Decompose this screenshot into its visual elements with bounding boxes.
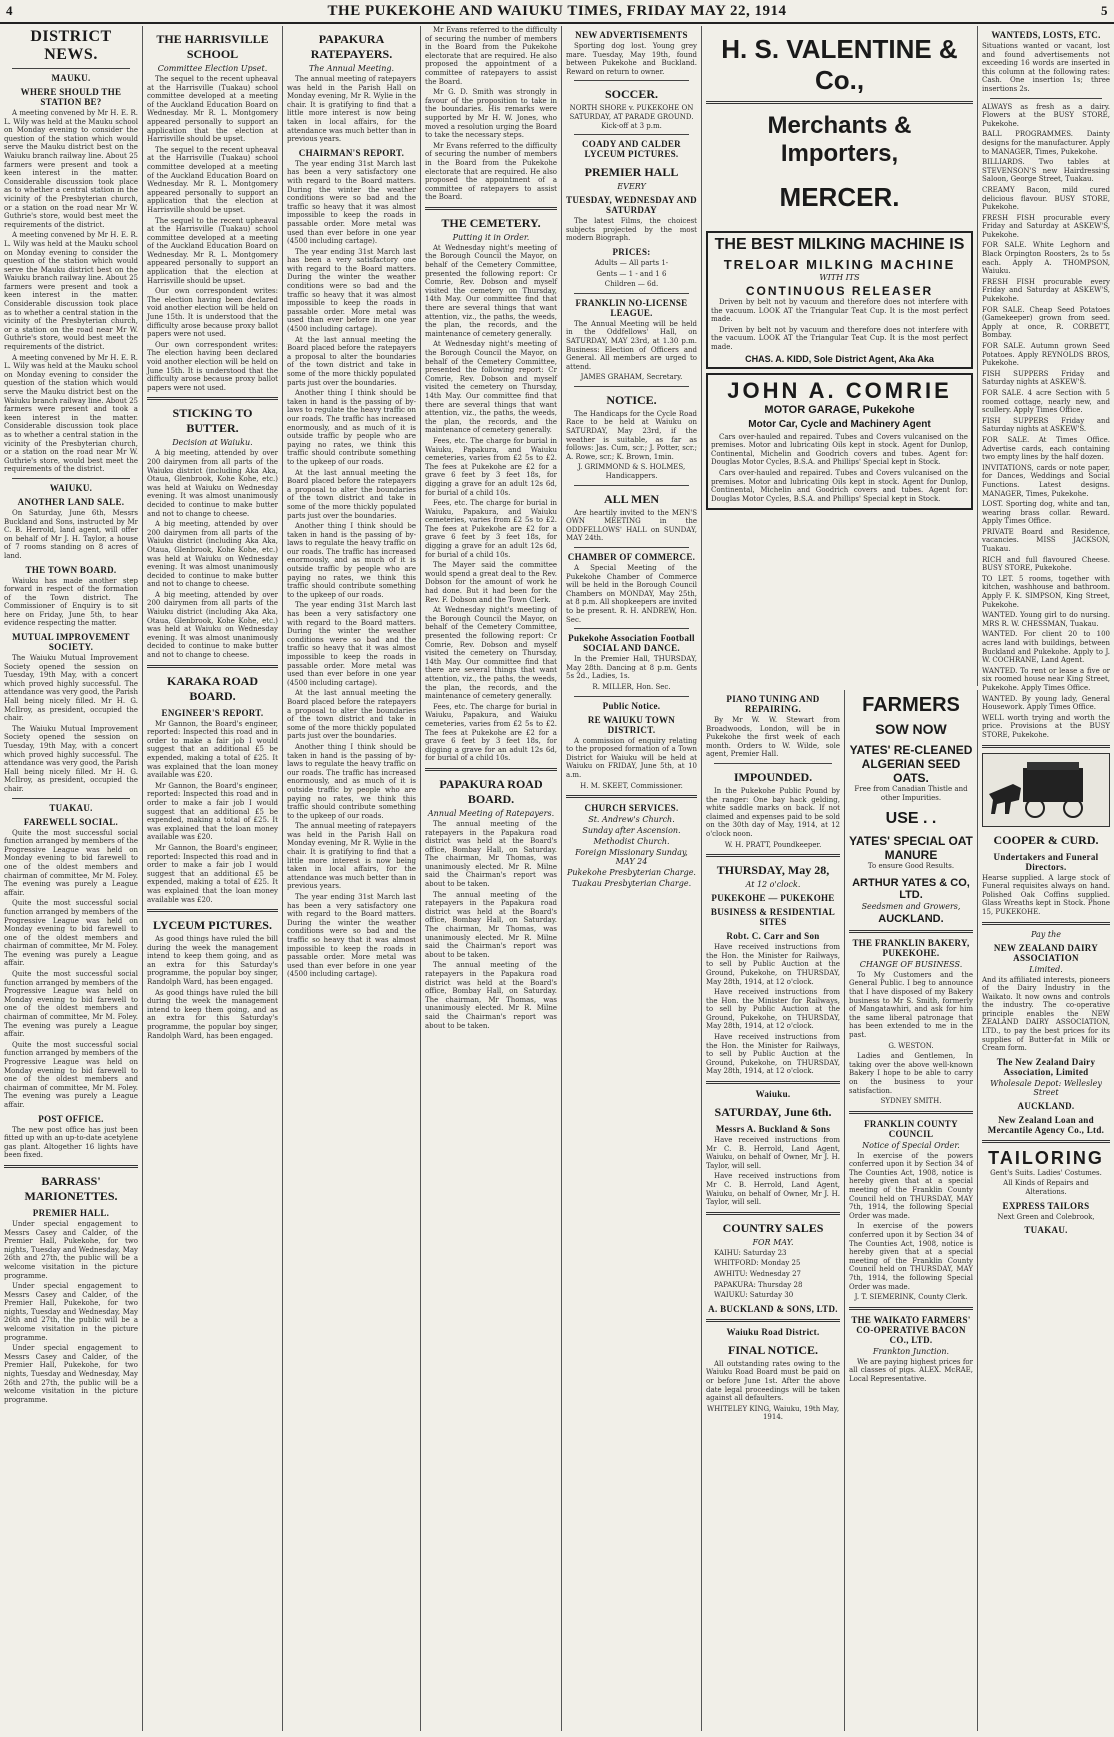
divider (574, 628, 689, 629)
station-article: A meeting convened by Mr H. E. R. L. Wily was held at the Mauku school on Monday evening to consider the question of the station which would serve the Mauku district best on the Waiuku branch railway line. About 25 farmers were present and took a keen interest in the matter. Considerable discussion took place as to whether a central station in the vicinity of the Presbyterian church, or a station on the road near Mr W. Guthrie's store, would best meet the requirements of the district. (4, 109, 138, 229)
divider (574, 80, 689, 81)
bakery-heading: THE FRANKLIN BAKERY, PUKEKOHE. (852, 937, 970, 958)
town-district-sig: H. M. SKEET, Commissioner. (580, 781, 683, 790)
masthead (0, 0, 1114, 24)
yates-auckland: AUCKLAND. (878, 912, 944, 925)
use-label: USE . . (885, 810, 937, 828)
barrass-article-cont2: Under special engagement to Messrs Casey and Calder, of the Premier Hall, Pukekohe, for two nights, Tuesday and Wednesday, May 26th and 27th, the public will be a welcome visitation in the picture programme. (4, 1344, 138, 1404)
carr-heading: Robt. C. Carr and Son (726, 931, 820, 942)
nzda-auckland: AUCKLAND. (1017, 1100, 1075, 1111)
nzda-heading: NEW ZEALAND DAIRY ASSOCIATION (993, 942, 1099, 963)
sale-4: PAPAKURA: Thursday 28 (714, 1280, 803, 1289)
milking-text-cont: Driven by belt not by vacuum and therefore does not interfere with the vacuum. LOOK AT the Triangular Teat Cup. It is the most perfect made. (711, 325, 968, 351)
papakura-road-board-sub: Annual Meeting of Ratepayers. (427, 808, 555, 818)
divider (574, 134, 689, 135)
station-article-cont2: A meeting convened by Mr H. E. R. L. Wily was held at the Mauku school on Monday evening to consider the question of the station which would serve the Mauku district best on the Waiuku branch railway line. About 25 farmers were present and took a keen interest in the matter. Considerable discussion took place as to whether a central station in the vicinity of the Presbyterian church, or a station on the road near Mr W. Guthrie's store, would best meet the requirements of the district. (4, 353, 138, 474)
chairman-report-cont8: Another thing I think should be taken in hand is the passing of by-laws to regulate the heavy traffic on our roads. The traffic has increased enormously, and as much of it is outside traffic by people who are paying no rates, we think this traffic should contribute something to the upkeep of our roads. (287, 742, 416, 820)
public-notice-heading: Public Notice. (602, 700, 661, 711)
classified-item: WELL worth trying and worth the price. Provisions at the BUSY STORE, Pukekohe. (982, 713, 1110, 739)
comrie-ad (706, 373, 973, 511)
divider (425, 207, 557, 210)
st-andrew-label: St. Andrew's Church. (588, 815, 675, 825)
column-auctions (702, 690, 845, 1731)
land-sale-article: On Saturday, June 6th, Messrs Buckland and Sons, instructed by Mr C. B. Herrold, land agent, will offer on behalf of Mr J. H. Taylor, a house of 7 rooms standing on 8 acres of land. (4, 508, 138, 560)
chairman-heading: CHAIRMAN'S REPORT. (298, 147, 405, 158)
classified-item: FOR SALE. Cheap Seed Potatoes (Gamekeeper) grown from seed. Apply at once, R. CORBETT, Bombay. (982, 305, 1110, 340)
harrisville-article-cont4: Our own correspondent writes: The election having been declared void another election will be held on June 15th. It is understood that the difficulty arose because proxy ballot papers were not used. (147, 340, 278, 392)
chairman-report-cont10: The year ending 31st March last has been a very satisfactory one with regard to the Board matters. During the winter the weather conditions were so bad and the traffic so heavy that it was almost impossible to keep the roads in passable order. More metal was used than ever before in one year (4500 including cartage). (287, 893, 416, 979)
cooper-text: Hearse supplied. A large stock of Funeral requisites always on hand. Polished Oak Coffins supplied. Glass Wreaths kept in Stock. Phone 15, PUKEKOHE. (982, 873, 1110, 916)
farmers-heading: FARMERS (862, 694, 960, 716)
cemetery-article-cont6: Fees, etc. The charge for burial in Waiuku, Papakura, and Waiuku cemeteries, varies from £2 5s to £2. The fees at Pukekohe are £2 for a grave 6 feet by 3 feet 18s, for digging a grave for an adult 12s 6d, for burial of a child 10s. (425, 702, 557, 763)
mutual-heading: MUTUAL IMPROVEMENT SOCIETY. (12, 632, 130, 653)
pukekohe-line: PUKEKOHE — PUKEKOHE (711, 893, 835, 904)
price-adults: Adults — All parts 1- (594, 258, 669, 267)
karaka-article-cont: Mr Gannon, the Board's engineer, reported: Inspected this road and in order to make a fair job I would suggest that an additional £5 be expended, making a total of £25. It was explained that the loan money available was £20. (147, 781, 278, 842)
town-board-article: Waiuku has made another step forward in respect of the formation of the Town district. The Commissioner of Enquiry is to sit here on Friday, June 5th, to hear evidence respecting the matter. (4, 576, 138, 628)
waiuku-rd-heading: Waiuku Road District. (726, 1326, 820, 1337)
price-children: Children — 6d. (604, 280, 659, 289)
column-wanteds (978, 26, 1114, 1731)
sale-3: AWHITU: Wednesday 27 (714, 1269, 801, 1278)
harrisville-article-cont3: Our own correspondent writes: The election having been declared void another election will be held on June 15th. It is understood that the difficulty arose because proxy ballot papers were not used. (147, 287, 278, 339)
milking-title: THE BEST MILKING MACHINE IS (714, 236, 965, 253)
franklin-league-heading: FRANKLIN NO-LICENSE LEAGUE. (575, 297, 688, 318)
cemetery-article-cont4: The Mayer said the committee would spend a great deal to the Rev. Dobson for the amount of work he had done. But it had been for the Rev. F. Dobson and the Town Clerk. (425, 561, 557, 604)
classified-item: WANTED. Young girl to do nursing. MRS R. W. CHESSMAN, Tuakau. (982, 611, 1110, 628)
divider (706, 1081, 840, 1084)
franklin-cc-heading: FRANKLIN COUNTY COUNCIL (864, 1118, 958, 1139)
classified-item: FRESH FISH procurable every Friday and Saturday at ASKEW'S, Pukekohe. (982, 277, 1110, 304)
lyceum-article: As good things have ruled the bill during the week the management intend to keep them going, and as an extra for this Saturday's programme, the popular boy singer, Randolph Ward, has been engaged. (147, 935, 278, 987)
every-label: EVERY (617, 182, 646, 192)
karaka-heading: KARAKA ROAD BOARD. (166, 673, 258, 703)
premier-hall-heading: PREMIER HALL (584, 165, 679, 180)
farewell-heading: FAREWELL SOCIAL. (23, 816, 119, 827)
waiuku-heading: WAIUKU. (49, 482, 93, 493)
fcc-sig: J. T. SIEMERINK, County Clerk. (854, 1293, 968, 1302)
barrass-article-cont: Under special engagement to Messrs Casey and Calder, of the Premier Hall, Pukekohe, for two nights, Tuesday and Wednesday, May 26th and 27th, the public will be a welcome visitation in the picture programme. (4, 1282, 138, 1342)
waiuku-sale-heading: Waiuku. (755, 1089, 791, 1100)
land-sale-heading: ANOTHER LAND SALE. (17, 496, 125, 507)
divider (982, 922, 1110, 925)
football-heading: Pukekohe Association Football SOCIAL AND DANCE. (568, 633, 695, 654)
fcc-text-cont: In exercise of the powers conferred upon it by Section 34 of The Counties Act, 1908, notice is hereby given that at a special meeting of the Franklin County Council held on THURSDAY, MAY 7th, 1914, the following Special Order was made. (849, 1222, 973, 1291)
smith-sig: SYDNEY SMITH. (880, 1097, 942, 1106)
thursday-sub: At 12 o'clock. (745, 880, 801, 890)
engineer-heading: ENGINEER'S REPORT. (161, 707, 264, 718)
sow-now: SOW NOW (875, 721, 947, 737)
column-district-news (0, 26, 143, 1731)
classified-item: FISH SUPPERS Friday and Saturday nights at ASKEW'S. (982, 369, 1110, 387)
classified-item: TO LET. 5 rooms, together with kitchen, washhouse and bathroom. Apply F. K. SIMPSON, King Street, Pukekohe. (982, 574, 1110, 609)
nzda-text: And its affiliated interests, pioneers of the Dairy Industry in the Waikato. It now owns and controls the industry. The co-operative principle enables the NEW ZEALAND DAIRY ASSOCIATION, LTD., to pay the best prices for its supplies of Butter-fat in Milk or Cream form. (982, 975, 1110, 1053)
harrisville-article: The sequel to the recent upheaval at the Harrisville (Tuakau) school committee developed at a meeting of the Auckland Education Board on Wednesday. Mr R. L. Montgomery appeared personally to support an application that the election at Harrisville should be upset. (147, 75, 278, 144)
lyceum-heading: LYCEUM PICTURES. (153, 918, 272, 933)
classified-item: FOR SALE. White Leghorn and Black Orpington Roosters, 2s to 5s each. Apply A. THOMPSON, Waiuku. (982, 241, 1110, 276)
milking-text: Driven by belt not by vacuum and therefore does not interfere with the vacuum. LOOK AT the Triangular Teat Cup. It is the most perfect made. (711, 298, 968, 324)
classified-item: PRIVATE Board and Residence, vacancies. MISS JACKSON, Tuakau. (982, 527, 1110, 554)
classified-item: FRESH FISH procurable every Friday and Saturday at ASKEW'S, Pukekohe. (982, 213, 1110, 239)
divider (849, 930, 973, 933)
franklin-league-sig: JAMES GRAHAM, Secretary. (580, 373, 683, 382)
yates-text: Free from Canadian Thistle and other Impurities. (854, 785, 968, 802)
divider (12, 68, 130, 69)
tailoring-heading: TAILORING (988, 1147, 1104, 1168)
nzlm-heading: New Zealand Loan and Mercantile Agency Co., Ltd. (987, 1114, 1105, 1135)
divider (706, 854, 840, 857)
soccer-heading: SOCCER. (604, 87, 658, 102)
column-papakura (283, 26, 421, 1731)
harrisville-heading: THE HARRISVILLE SCHOOL (156, 32, 269, 61)
divider (574, 547, 689, 548)
sale-2: WHITFORD: Monday 25 (714, 1259, 801, 1268)
cemetery-article-cont5: At Wednesday night's meeting of the Borough Council the Mayor, on behalf of the Cemetery Committee, presented the following report: Cr Comrie, Rev. Dobson and myself visited the cemetery on Thursday, 14th May. Our committee find that there are several things that want attention, viz., the paths, the weeds, the plan, the records, and the maintenance of cemetery generally. (425, 606, 557, 701)
chairman-report-cont: The year ending 31st March last has been a very satisfactory one with regard to the Board matters. During the winter the weather conditions were so bad and the traffic so heavy that it was almost impossible to keep the roads in passable order. More metal was used than ever before in one year (4500 including cartage). (287, 247, 416, 334)
classified-item: WANTED. For client 20 to 100 acres land with buildings, between Buckland and Pukekohe. Apply to J. W. COCHRANE, Land Agent. (982, 630, 1110, 665)
sale-5: WAIUKU: Saturday 30 (714, 1291, 794, 1300)
arthur-yates: ARTHUR YATES & CO, LTD. (852, 876, 970, 901)
divider (714, 763, 832, 764)
column-new-advertisements (562, 26, 702, 1731)
divider (574, 386, 689, 387)
prices-heading: PRICES: (612, 246, 651, 257)
buckland-ad-cont: Have received instructions from Mr C. B. Herrold, Land Agent, Waiuku, on behalf of Owner, Mr J. H. Taylor, will sell. (706, 1172, 840, 1207)
methodist-label: Methodist Church. (593, 837, 670, 847)
waikato-text: We are paying highest prices for all classes of pigs. ALEX. McRAE, Local Representative. (849, 1357, 973, 1383)
sticking-article-cont2: A big meeting, attended by over 200 dairymen from all parts of the Waiuku district (including Aka Aka, Otaua, Glenbrook, Kohe Kohe, etc.) was held at Waiuku on Wednesday evening. It was almost unanimously decided to continue to make butter and not to change to cheese. (147, 590, 278, 660)
impounded-sig: W. H. PRATT, Poundkeeper. (724, 840, 822, 849)
town-district-ad: A commission of enquiry relating to the proposed formation of a Town District for Waiuku will be held at Waiuku on FRIDAY, June 5th, at 10 a.m. (566, 736, 697, 779)
post-office-heading: POST OFFICE. (38, 1113, 104, 1124)
sticking-sub: Decision at Waiuku. (172, 438, 253, 448)
classified-item: LOST. Sporting dog, white and tan, wearing brass collar. Reward. Apply Times Office. (982, 500, 1110, 526)
classified-item: BALL PROGRAMMES. Dainty designs for the manufacturer. Apply to MANAGER, Times, Pukekohe. (982, 130, 1110, 156)
classified-item: WANTED. By young lady, General Housework. Apply Times Office. (982, 694, 1110, 712)
tuakau-heading: TUAKAU. (49, 802, 93, 813)
chairman-report-cont3: Another thing I think should be taken in hand is the passing of by-laws to regulate the heavy traffic on our roads. The traffic has increased enormously, and as much of it is outside traffic by people who are paying no rates, we think this traffic should contribute something to the upkeep of our roads. (287, 389, 416, 466)
mutual-article: The Waiuku Mutual Improvement Society opened the session on Tuesday, 19th May, with a concert which proved highly successful. The attendance was very good, the Parish Hall being nicely filled. Mr H. G. McIlroy, as president, occupied the chair. (4, 654, 138, 723)
barrass-article: Under special engagement to Messrs Casey and Calder, of the Premier Hall, Pukekohe, for two nights, Tuesday and Wednesday, May 26th and 27th, the public will be a welcome visitation in the picture programme. (4, 1219, 138, 1280)
comrie-text-cont: Cars over-hauled and repaired. Tubes and Covers vulcanised on the premises. Motor and lubricating Oils kept in stock. Agent for Dunlop, Continental, Michelin and Goodrich covers and tubes. Agent for: Douglas Motor Cycles, B.S.A. and Phillips' Special kept in Stock. (711, 468, 968, 503)
town-board-heading: THE TOWN BOARD. (25, 564, 117, 575)
papakura-article: The annual meeting of ratepayers was held in the Parish Hall on Monday evening, Mr R. Wylie in the chair. It is gratifying to find that a little more interest is now being taken in local affairs, for the attendance was much better than in previous years. (287, 75, 416, 144)
hearse-illustration (982, 753, 1110, 827)
column-harrisville (143, 26, 283, 1731)
final-notice-sig: WHITELEY KING, Waiuku, 19th May, 1914. (706, 1404, 840, 1422)
divider (706, 1212, 840, 1215)
page-number-right: 5 (1101, 3, 1108, 18)
change-business: CHANGE OF BUSINESS. (859, 959, 963, 969)
sticking-heading: STICKING TO BUTTER. (172, 406, 253, 436)
harrisville-article-cont: The sequel to the recent upheaval at the Harrisville (Tuakau) school committee developed at a meeting of the Auckland Education Board on Wednesday. Mr R. L. Montgomery appeared personally to support an application that the election at Harrisville should be upset. (147, 145, 278, 214)
papakura-article-cont3: Mr Evans referred to the difficulty of securing the number of members in the Board from the Pukekohe electorate that are required. He also proposed the appointment of a committee of ratepayers to assist the Board. (425, 141, 557, 202)
comrie-name: JOHN A. COMRIE (727, 377, 952, 403)
station-heading: WHERE SHOULD THE STATION BE? (20, 87, 122, 107)
final-notice-heading: FINAL NOTICE. (727, 1342, 819, 1357)
papakura-road-board-article-cont2: The annual meeting of the ratepayers in the Papakura road district was held at the Board's office, Bombay Hall, on Saturday. The chairman, Mr Thomas, was unanimously elected. Mr R. Milne said the Chairman's report was about to be taken. (425, 961, 557, 1030)
classified-item: RICH and full flavoured Cheese. BUSY STORE, Pukekohe. (982, 555, 1110, 573)
column-cemetery (421, 26, 562, 1731)
mercer-line: MERCER. (779, 182, 900, 212)
comrie-text: Cars over-hauled and repaired. Tubes and Covers vulcanised on the premises. Motor and lubricating Oils kept in stock. Agent for Dunlop, Continental, Michelin and Goodrich covers and tubes. Agent for: Douglas Motor Cycles, B.S.A. and Phillips' Special kept in Stock. (711, 432, 968, 467)
wholesale: Wholesale Depot: Wellesley Street (990, 1078, 1102, 1097)
divider (849, 1111, 973, 1114)
alterations-line: All Kinds of Repairs and Alterations. (1003, 1179, 1089, 1197)
milking-machine-ad (706, 231, 973, 369)
all-men-ad: Are heartily invited to the MEN'S OWN MEETING in the ODDFELLOWS' HALL on SUNDAY, MAY 24th. (566, 508, 697, 543)
cemetery-article-cont3: Fees, etc. The charge for burial in Waiuku, Papakura, and Waiuku cemeteries, varies from £2 5s to £2. The fees at Pukekohe are £2 for a grave 6 feet by 3 feet 18s, for digging a grave for an adult 12s 6d, for burial of a child 10s. (425, 499, 557, 559)
divider (990, 98, 1102, 99)
manure-heading: YATES' SPECIAL OAT MANURE (849, 834, 973, 863)
impounded-ad: In the Pukekohe Public Pound by the ranger: One bay hack gelding, white saddle marks on back. If not claimed and expenses paid to be sold on the 30th day of May, 1914, at 12 o'clock noon. (706, 786, 840, 838)
divider (574, 696, 689, 697)
merchants-line: Merchants & Importers, (767, 112, 912, 167)
lost-dog-ad: Sporting dog lost. Young grey mare. Tuesday, May 19th, found between Pukekohe and Buckland. Reward on return to owner. (566, 42, 697, 76)
papakura-road-board-heading: PAPAKURA ROAD BOARD. (439, 776, 543, 806)
classified-item: INVITATIONS, cards or note paper, for Dances, Weddings and Social Functions. Latest designs. MANAGER, Times, Pukekohe. (982, 463, 1110, 498)
divider (12, 478, 130, 479)
valentine-ad-area (702, 26, 978, 686)
station-article-cont: A meeting convened by Mr H. E. R. L. Wily was held at the Mauku school on Monday evening to consider the question of the station which would serve the Mauku district best on the Waiuku branch railway line. About 25 farmers were present and took a keen interest in the matter. Considerable discussion took place as to whether a central station in the vicinity of the Presbyterian church, or a station on the road near Mr W. Guthrie's store, would best meet the requirements of the district. (4, 231, 138, 352)
classified-item: CREAMY Bacon, mild cured delicious flavour. BUSY STORE, Pukekohe. (982, 185, 1110, 212)
divider (147, 397, 278, 400)
sticking-article: A big meeting, attended by over 200 dairymen from all parts of the Waiuku district (including Aka Aka, Otaua, Glenbrook, Kohe Kohe, etc.) was held at Waiuku on Wednesday evening. It was almost unanimously decided to continue to make butter and not to change to cheese. (147, 449, 278, 518)
column-yates (845, 690, 978, 1731)
classified-item: FOR SALE. At Times Office. Advertise cards, each containing two empty lines by the half dozen. (982, 435, 1110, 462)
presby-label: Pukekohe Presbyterian Charge. (567, 868, 696, 878)
buckland-ltd: A. BUCKLAND & SONS, LTD. (708, 1303, 838, 1314)
divider (574, 485, 689, 486)
milking-sig: CHAS. A. KIDD, Sole District Agent, Aka Aka (745, 353, 934, 364)
ascension-label: Sunday after Ascension. (582, 826, 681, 836)
comrie-line: Motor Car, Cycle and Machinery Agent (748, 418, 931, 430)
notice-ad: The Handicaps for the Cycle Road Race to be held at Waiuku on SATURDAY, May 23rd, if the weather is suitable, as far as follows: Jas. Cum, scr.; J. Potter, scr.; A. Rowe, scr.; K. Brown, 1min. (566, 409, 697, 461)
frankton: Frankton Junction. (872, 1346, 950, 1356)
chamber-heading: CHAMBER OF COMMERCE. (567, 552, 696, 562)
classified-item: ALWAYS as fresh as a dairy. Flowers at the BUSY STORE, Pukekohe. (982, 102, 1110, 128)
soccer-ad: NORTH SHORE v. PUKEKOHE ON SATURDAY, AT PARADE GROUND. Kick-off at 3 p.m. (569, 104, 694, 130)
bakery-text2: Ladies and Gentlemen, In taking over the above well-known Bakery I hope to be able to carry on the business to your satisfaction. (849, 1052, 973, 1095)
lyceum-ad-text: The latest Films, the choicest subjects projected by the most modern Biograph. (566, 217, 697, 243)
cemetery-article-cont: At Wednesday night's meeting of the Borough Council the Mayor, on behalf of the Cemetery Committee, presented the following report: Cr Comrie, Rev. Dobson and myself visited the cemetery on Thursday, 14th May. Our committee find that there are several things that want attention, viz., the paths, the weeds, the plan, the records, and the maintenance of cemetery generally. (425, 340, 557, 435)
carr-ad: Have received instructions from the Hon. the Minister for Railways, to sell by Public Auction at the Ground, Pukekohe, on THURSDAY, May 28th, 1914, at 12 o'clock. (706, 943, 840, 986)
classified-item: FOR SALE. Autumn grown Seed Potatoes. Apply REYNOLDS BROS, Pukekohe. (982, 342, 1110, 368)
sticking-article-cont: A big meeting, attended by over 200 dairymen from all parts of the Waiuku district (including Aka Aka, Otaua, Glenbrook, Kohe Kohe, etc.) was held at Waiuku on Wednesday evening. It was almost unanimously decided to continue to make butter and not to change to cheese. (147, 520, 278, 589)
franklin-league-ad: The Annual Meeting will be held in the Oddfellows' Hall, on SATURDAY, MAY 23rd, at 1.30 p.m. Business: Election of Officers and General. All members are urged to attend. (566, 319, 697, 371)
farewell-article: Quite the most successful social function arranged by members of the Progressive League was held on Monday evening to bid farewell to one of the oldest members and chairman of committee, Mr M. Foley. The evening was purely a League affair. (4, 828, 138, 897)
tuakau-tailors: TUAKAU. (1024, 1225, 1068, 1236)
premier-hall-heading: PREMIER HALL. (32, 1207, 110, 1218)
barrass-heading: BARRASS' MARIONETTES. (24, 1173, 118, 1203)
carr-ad-cont2: Have received instructions from the Hon. the Minister for Railways, to sell by Public Auction at the Ground, Pukekohe, on THURSDAY, May 28th, 1914, at 12 o'clock. (706, 1033, 840, 1076)
papakura-road-board-article-cont: The annual meeting of the ratepayers in the Papakura road district was held at the Board's office, Bombay Hall, on Saturday. The chairman, Mr Thomas, was unanimously elected. Mr R. Milne said the Chairman's report was about to be taken. (425, 890, 557, 959)
cooper-heading: COOPER & CURD. (993, 832, 1099, 847)
chairman-report-cont6: The year ending 31st March last has been a very satisfactory one with regard to the Board matters. During the winter the weather conditions were so bad and the traffic so heavy that it was almost impossible to keep the roads in passable order. More metal was used than ever before in one year (4500 including cartage). (287, 601, 416, 687)
manure-text: To ensure Good Results. (867, 862, 955, 871)
sale-1: KAIHU: Saturday 23 (714, 1248, 787, 1257)
tuakau-presby-label: Tuakau Presbyterian Charge. (571, 879, 692, 889)
harrisville-article-cont2: The sequel to the recent upheaval at the Harrisville (Tuakau) school committee developed at a meeting of the Auckland Education Board on Wednesday. Mr R. L. Montgomery appeared personally to support an application that the election at Harrisville should be upset. (147, 216, 278, 285)
chairman-report-cont9: The annual meeting of ratepayers was held in the Parish Hall on Monday evening, Mr R. Wylie in the chair. It is gratifying to find that a little more interest is now being taken in local affairs, for the attendance was much better than in previous years. (287, 822, 416, 891)
valentine-name: H. S. VALENTINE & Co., (721, 34, 958, 95)
cemetery-article-cont2: Fees, etc. The charge for burial in Waiuku, Papakura, and Waiuku cemeteries, varies from £2 5s to £2. The fees at Pukekohe are £2 for a grave 6 feet by 3 feet 18s, for digging a grave for an adult 12s 6d, for burial of a child 10s. (425, 436, 557, 497)
with-its: WITH ITS (819, 273, 860, 282)
gents-line: Gent's Suits. Ladies' Costumes. (990, 1168, 1102, 1177)
hearse-icon (983, 754, 1109, 824)
special-order: Notice of Special Order. (862, 1140, 960, 1150)
divider (982, 745, 1110, 748)
divider (425, 768, 557, 771)
wanteds-heading: WANTEDS, LOSTS, ETC. (991, 30, 1101, 40)
divider (706, 1319, 840, 1322)
harrisville-sub: Committee Election Upset. (157, 64, 268, 73)
releaser: CONTINUOUS RELEASER (745, 284, 934, 298)
classified-item: FISH SUPPERS Friday and Saturday nights at ASKEW'S. (982, 416, 1110, 434)
papakura-road-board-article: The annual meeting of the ratepayers in the Papakura road district was held at the Board's office, Bombay Hall, on Saturday. The chairman, Mr Thomas, was unanimously elected. Mr R. Milne said the Chairman's report was about to be taken. (425, 819, 557, 889)
yates-oats: YATES' RE-CLEANED ALGERIAN SEED OATS. (849, 743, 973, 785)
papakura-article-cont: Mr Evans referred to the difficulty of securing the number of members in the Board from the Pukekohe electorate that are required. He also proposed the appointment of a committee of ratepayers to assist the Board. (425, 26, 557, 86)
pay-the: Pay the (1031, 929, 1061, 939)
papakura-heading: PAPAKURA RATEPAYERS. (310, 32, 393, 61)
town-district-heading: RE WAIUKU TOWN DISTRICT. (587, 714, 676, 735)
divider (849, 1307, 973, 1310)
cemetery-sub: Putting it in Order. (452, 232, 530, 242)
church-heading: CHURCH SERVICES. (584, 803, 679, 814)
fcc-text: In exercise of the powers conferred upon it by Section 34 of The Counties Act, 1908, notice is hereby given that at a special meeting of the Franklin County Council held on THURSDAY, MAY 7th, 1914, the following Special Order was made. (849, 1151, 973, 1220)
foreign-label: Foreign Missionary Sunday, MAY 24 (575, 848, 688, 867)
farewell-article-cont2: Quite the most successful social function arranged by members of the Progressive League was held on Monday evening to bid farewell to one of the oldest members and chairman of committee, Mr M. Foley. The evening was purely a League affair. (4, 970, 138, 1039)
chairman-report-cont7: At the last annual meeting the Board placed before the ratepayers a proposal to alter the boundaries of the town district and take in some of the more thickly populated parts just over the boundaries. (287, 689, 416, 741)
farewell-article-cont: Quite the most successful social function arranged by members of the Progressive League was held on Monday evening to bid farewell to one of the oldest members and chairman of committee, Mr M. Foley. The evening was purely a League affair. (4, 899, 138, 968)
chamber-ad: A Special Meeting of the Pukekohe Chamber of Commerce will be held in the Borough Council Chambers on MONDAY, May 25th, at 8 p.m. All shopkeepers are invited to be present. R. H. ANDREW, Hon. Sec. (566, 564, 697, 624)
farewell-article-cont3: Quite the most successful social function arranged by members of the Progressive League was held on Monday evening to bid farewell to one of the oldest members and chairman of committee, Mr M. Foley. The evening was purely a League affair. (4, 1040, 138, 1109)
divider (147, 665, 278, 668)
bakery-text: To My Customers and the General Public. I beg to announce that I have disposed of my Bakery business to Mr S. Smith, formerly of Mangatawhiri, and ask for him the same liberal patronage that has been extended to me in the past. (849, 970, 973, 1039)
divider (706, 101, 973, 104)
notice-sig: J. GRIMMOND & S. HOLMES, Handicappers. (577, 463, 686, 481)
impounded-heading: IMPOUNDED. (733, 769, 813, 784)
mauku-heading: MAUKU. (51, 73, 91, 83)
new-ads-heading: NEW ADVERTISEMENTS (575, 30, 688, 40)
buckland-heading: Messrs A. Buckland & Sons (715, 1124, 831, 1135)
milking-name: TRELOAR MILKING MACHINE (723, 257, 956, 272)
chairman-report-cont5: Another thing I think should be taken in hand is the passing of by-laws to regulate the heavy traffic on our roads. The traffic has increased enormously, and as much of it is outside traffic by people who are paying no rates, we think this traffic should contribute something to the upkeep of our roads. (287, 522, 416, 599)
chairman-report-cont2: At the last annual meeting the Board placed before the ratepayers a proposal to alter the boundaries of the town district and take in some of the more thickly populated parts just over the boundaries. (287, 335, 416, 387)
piano-ad: By Mr W. W. Stewart from Broadwoods, London, will be in Pukekohe the first week of each month. Orders to W. Wilde, sole agent, Premier Hall. (706, 716, 840, 759)
post-office-article: The new post office has just been fitted up with an up-to-date acetylene gas plant. Altogether 16 lights have been fixed. (4, 1125, 138, 1160)
notice-heading: NOTICE. (606, 392, 657, 407)
classified-item: FOR SALE. 4 acre Section with 5 roomed cottage, nearly new, and scullery. Apply Times Office. (982, 388, 1110, 415)
football-ad: In the Premier Hall, THURSDAY, May 28th. Dancing at 8 p.m. Gents 5s 2d., Ladies, 1s. (566, 655, 697, 681)
price-gents: Gents — 1 - and 1 6 (596, 269, 667, 278)
divider (4, 1165, 138, 1168)
final-notice-ad: All outstanding rates owing to the Waiuku Road Board must be paid on or before June 1st. After the above date legal proceedings will be taken against all defaulters. (706, 1359, 840, 1403)
undertakers: Undertakers and Funeral Directors. (993, 851, 1099, 872)
nzda-limited: Limited. (1029, 964, 1063, 974)
carr-ad-cont: Have received instructions from the Hon. the Minister for Railways, to sell by Public Auction at the Ground, Pukekohe, on THURSDAY, May 28th, 1914, at 12 o'clock. (706, 988, 840, 1031)
district-news-heading: DISTRICT NEWS. (30, 28, 112, 63)
thursday-heading: THURSDAY, May 28, (716, 863, 830, 878)
chairman-report-cont4: At the last annual meeting the Board placed before the ratepayers a proposal to alter the boundaries of the town district and take in some of the more thickly populated parts just over the boundaries. (287, 468, 416, 520)
cemetery-article: At Wednesday night's meeting of the Borough Council the Mayor, on behalf of the Cemetery Committee, presented the following report: Cr Comrie, Rev. Dobson and myself visited the cemetery on Thursday, 14th May. Our committee find that there are several things that want attention, viz., the paths, the weeds, the plan, the records, and the maintenance of cemetery generally. (425, 243, 557, 338)
cemetery-heading: THE CEMETERY. (441, 215, 541, 230)
divider (574, 293, 689, 294)
days-heading: TUESDAY, WEDNESDAY AND SATURDAY (566, 195, 697, 216)
lyceum-ad-heading: COADY AND CALDER LYCEUM PICTURES. (582, 139, 681, 160)
classified-item: BILLIARDS. Two tables at STEVENSON'S new Hairdressing Saloon, George Street, Tuakau. (982, 158, 1110, 184)
for-may: FOR MAY. (752, 1237, 794, 1247)
lyceum-article-cont: As good things have ruled the bill during the week the management intend to keep them going, and as an extra for this Saturday's programme, the popular boy singer, Randolph Ward, has been engaged. (147, 988, 278, 1040)
karaka-article-cont2: Mr Gannon, the Board's engineer, reported: Inspected this road and in order to make a fair job I would suggest that an additional £5 be expended, making a total of £25. It was explained that the loan money available was £20. (147, 843, 278, 904)
football-sig: R. MILLER, Hon. Sec. (592, 682, 671, 691)
wanteds-intro: Situations wanted or vacant, lost and found advertisements not exceeding 16 words are inserted in this column at the following rates: Cash. One insertion 1s; three insertions 2s. (982, 42, 1110, 93)
piano-heading: PIANO TUNING AND REPAIRING. (726, 694, 820, 714)
masthead-title: THE PUKEKOHE AND WAIUKU TIMES, FRIDAY MAY 22, 1914 (327, 3, 787, 19)
country-sales-heading: COUNTRY SALES (722, 1220, 824, 1235)
bakery-sig: G. WESTON. (888, 1041, 934, 1050)
papakura-article-cont2: Mr G. D. Smith was strongly in favour of the proposition to take in the boundaries. His remarks were supported by Mr H. W. Jones, who moved a resolution urging the Board to take the necessary steps. (425, 88, 557, 140)
chairman-report: The year ending 31st March last has been a very satisfactory one with regard to the Board matters. During the winter the weather conditions were so bad and the traffic so heavy that it was almost impossible to keep the roads in passable order. More metal was used than ever before in one year (4500 including cartage). (287, 159, 416, 246)
express-tailors: EXPRESS TAILORS (1002, 1200, 1090, 1211)
page-number-left: 4 (6, 3, 13, 18)
seedsmen: Seedsmen and Growers, (861, 901, 961, 911)
all-men-heading: ALL MEN (603, 491, 659, 506)
divider (147, 909, 278, 912)
saturday-heading: SATURDAY, June 6th. (714, 1105, 832, 1120)
nzda-ltd: The New Zealand Dairy Association, Limited (996, 1056, 1096, 1077)
papakura-sub: The Annual Meeting. (308, 64, 395, 73)
comrie-garage: MOTOR GARAGE, Pukekohe (764, 403, 915, 416)
classified-item: WANTED. To rent or lease a five or six roomed house near King Street, Pukekohe. Apply Times Office. (982, 666, 1110, 692)
next-line: Next Green and Colebrook, (997, 1212, 1095, 1221)
mutual-article-cont: The Waiuku Mutual Improvement Society opened the session on Tuesday, 19th May, with a concert which proved highly successful. The attendance was very good, the Parish Hall being nicely filled. Mr H. G. McIlroy, as president, occupied the chair. (4, 724, 138, 793)
divider (982, 1140, 1110, 1143)
classified-list (982, 103, 1110, 740)
divider (566, 795, 697, 798)
buckland-ad: Have received instructions from Mr C. B. Herrold, Land Agent, Waiuku, on behalf of Owner, Mr J. H. Taylor, will sell. (706, 1136, 840, 1170)
waikato-heading: THE WAIKATO FARMERS' CO-OPERATIVE BACON CO., LTD. (851, 1314, 971, 1345)
karaka-article: Mr Gannon, the Board's engineer, reported: Inspected this road and in order to make a fair job I would suggest that an additional £5 be expended, making a total of £25. It was explained that the loan money available was £20. (147, 719, 278, 780)
divider (12, 798, 130, 799)
business-sites: BUSINESS & RESIDENTIAL SITES (710, 907, 836, 928)
